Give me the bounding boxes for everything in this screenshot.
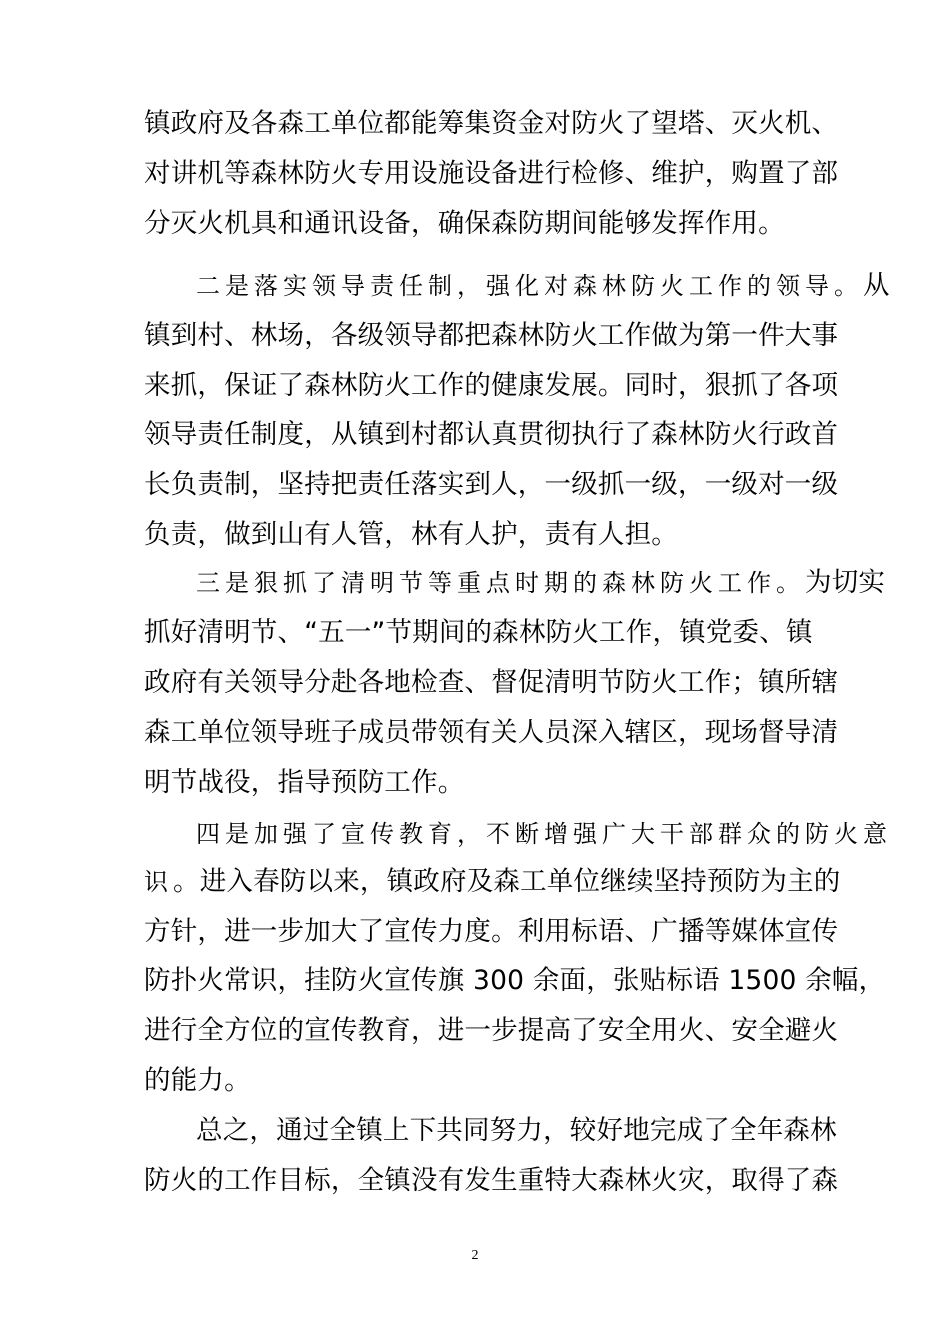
line-text: 森工单位领导班子成员带领有关人员深入辖区，现场督导清: [144, 717, 839, 748]
text-line: [196, 1114, 837, 1148]
text-line: [144, 716, 838, 750]
line-text: 镇到村、林场，各级领导都把森林防火工作做为第一件大事: [144, 320, 839, 351]
text-line: [144, 207, 785, 241]
text-line: [144, 1014, 838, 1048]
line-text: 防扑火常识，挂防火宣传旗 300 余面，张贴标语 1500 余幅，: [144, 965, 886, 996]
text-line: [144, 369, 838, 403]
text-line: [144, 1064, 251, 1098]
line-text: 长负责制，坚持把责任落实到人，一级抓一级，一级对一级: [144, 469, 839, 500]
text-line: [144, 865, 841, 899]
line-text: 明节战役，指导预防工作。: [144, 767, 465, 798]
text-line: [196, 566, 885, 600]
text-line: [144, 964, 885, 998]
text-line: [144, 616, 813, 650]
text-line: [144, 468, 838, 502]
text-line: [144, 418, 838, 452]
line-text: 来抓，保证了森林防火工作的健康发展。同时，狠抓了各项: [144, 370, 839, 401]
text-line: [144, 319, 838, 353]
text-line: [144, 666, 838, 700]
text-line: [144, 915, 838, 949]
line-text: 抓好清明节、“五一”节期间的森林防火工作，镇党委、镇: [144, 617, 813, 648]
line-text: 的能力。: [144, 1065, 251, 1096]
text-line: [144, 766, 464, 800]
line-text: 防火的工作目标，全镇没有发生重特大森林火灾，取得了森: [144, 1165, 839, 1196]
text-line: [196, 817, 892, 851]
line-text: 领导责任制度，从镇到村都认真贯彻执行了森林防火行政首: [144, 419, 839, 450]
text-line: [144, 107, 838, 141]
text-line: [144, 1164, 838, 1198]
emphasis-heading: 三是狠抓了清明节等重点时期的森林防火工作。: [196, 569, 805, 597]
line-text: 。进入春防以来，镇政府及森工单位继续坚持预防为主的: [173, 866, 841, 897]
line-text: 对讲机等森林防火专用设施设备进行检修、维护，购置了部: [144, 158, 839, 189]
line-text: 镇政府及各森工单位都能筹集资金对防火了望塔、灭火机、: [144, 108, 839, 139]
line-text: 负责，做到山有人管，林有人护，责有人担。: [144, 519, 678, 550]
line-text: 从: [863, 270, 890, 301]
text-line: [196, 269, 890, 303]
text-line: [144, 157, 838, 191]
line-text: 进行全方位的宣传教育，进一步提高了安全用火、安全避火: [144, 1015, 839, 1046]
emphasis-heading: 四是加强了宣传教育，不断增强广大干部群众的防火意: [196, 820, 892, 848]
line-text: 政府有关领导分赴各地检查、督促清明节防火工作；镇所辖: [144, 667, 839, 698]
emphasis-heading: 二是落实领导责任制，强化对森林防火工作的领导。: [196, 272, 863, 300]
text-line: [144, 518, 678, 552]
line-text: 分灭火机具和通讯设备，确保森防期间能够发挥作用。: [144, 208, 785, 239]
emphasis-heading: 识: [144, 868, 173, 896]
page-number: 2: [471, 1248, 479, 1263]
line-text: 总之，通过全镇上下共同努力，较好地完成了全年森林: [196, 1115, 837, 1146]
line-text: 方针，进一步加大了宣传力度。利用标语、广播等媒体宣传: [144, 916, 839, 947]
line-text: 为切实: [805, 567, 886, 598]
